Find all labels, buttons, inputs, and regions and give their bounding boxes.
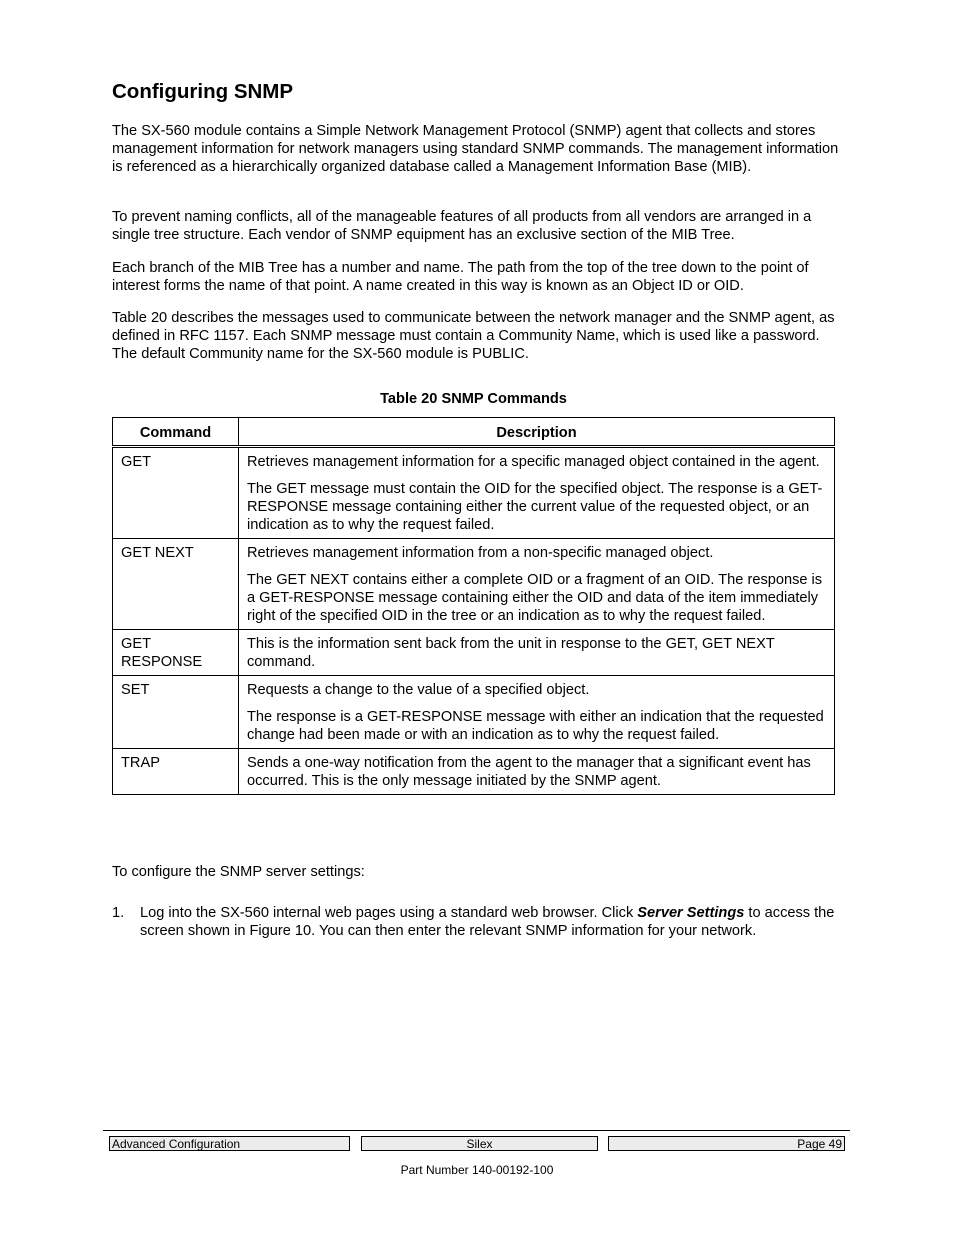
- intro-paragraph: The SX-560 module contains a Simple Network Management Protocol (SNMP) agent that collects and stores management information for network managers using standard SNMP commands. The management information is referenced as a hierarchically organized database called a Management Information Base (MIB).: [112, 123, 839, 175]
- footer-page-number: Page 49: [608, 1136, 845, 1151]
- table-header-row: [113, 418, 835, 447]
- command-cell: GET NEXT: [113, 539, 239, 630]
- step-list: [112, 904, 847, 940]
- footer-divider: [103, 1130, 850, 1131]
- command-cell: TRAP: [113, 749, 239, 795]
- naming-paragraph: To prevent naming conflicts, all of the manageable features of all products from all vendors are arranged in a single tree structure. Each vendor of SNMP equipment has an exclusive section of the MIB Tree.: [112, 209, 812, 243]
- description-text: Sends a one-way notification from the agent to the manager that a significant event has occurred. This is the only message initiated by the SNMP agent.: [247, 755, 811, 789]
- description-text: This is the information sent back from the unit in response to the GET, GET NEXT command.: [247, 636, 775, 670]
- description-cell: [239, 676, 835, 749]
- footer-company: Silex: [361, 1136, 598, 1151]
- description-cell: [239, 630, 835, 676]
- table-caption: Table 20 SNMP Commands: [380, 391, 567, 407]
- table-row: [113, 539, 835, 630]
- description-text: Requests a change to the value of a specified object.: [247, 682, 590, 698]
- table-row: [113, 749, 835, 795]
- description-text: Retrieves management information for a specific managed object contained in the agent.: [247, 454, 820, 470]
- configure-intro: To configure the SNMP server settings:: [112, 864, 365, 880]
- step-text-after: to access the screen shown in Figure 10. You can then enter the relevant SNMP information for your network.: [140, 905, 835, 939]
- description-cell: [239, 749, 835, 795]
- part-number: Part Number 140-00192-100: [400, 1163, 554, 1177]
- command-line: RESPONSE: [121, 654, 203, 670]
- header-description: Description: [239, 418, 835, 447]
- command-cell: [113, 630, 239, 676]
- list-item: [112, 904, 847, 940]
- description-cell: [239, 447, 835, 539]
- description-cell: [239, 539, 835, 630]
- description-text: The GET message must contain the OID for the specified object. The response is a GET-RESPONSE message containing either the current value of the requested object, or an indication as to why the request failed.: [247, 481, 823, 533]
- description-text: The response is a GET-RESPONSE message with either an indication that the requested change had been made or with an indication as to why the request failed.: [247, 709, 824, 743]
- description-text: The GET NEXT contains either a complete OID or a fragment of an OID. The response is a GET-RESPONSE message containing either the OID and data of the item immediately right of the specified OID in the tree or an indication as to why the request failed.: [247, 572, 823, 624]
- table-row: [113, 447, 835, 539]
- header-command: Command: [113, 418, 239, 447]
- step-number: 1.: [112, 905, 125, 921]
- page-title: Configuring SNMP: [112, 80, 294, 103]
- table-row: [113, 630, 835, 676]
- table-reference-paragraph: Table 20 describes the messages used to communicate between the network manager and the SNMP agent, as defined in RFC 1157. Each SNMP message must contain a Community Name, which is used like a password. The default Community name for the SX-560 module is PUBLIC.: [112, 310, 835, 362]
- snmp-commands-table: [112, 417, 835, 795]
- command-cell: SET: [113, 676, 239, 749]
- command-cell: GET: [113, 447, 239, 539]
- table-row: [113, 676, 835, 749]
- server-settings-emphasis: Server Settings: [637, 905, 745, 921]
- command-line: GET: [121, 636, 151, 652]
- description-text: Retrieves management information from a non-specific managed object.: [247, 545, 714, 561]
- mib-tree-paragraph: Each branch of the MIB Tree has a number and name. The path from the top of the tree down to the point of interest forms the name of that point. A name created in this way is known as an Object ID or OID.: [112, 260, 809, 294]
- step-text-before: Log into the SX-560 internal web pages using a standard web browser. Click: [140, 905, 638, 921]
- footer-section-label: Advanced Configuration: [109, 1136, 350, 1151]
